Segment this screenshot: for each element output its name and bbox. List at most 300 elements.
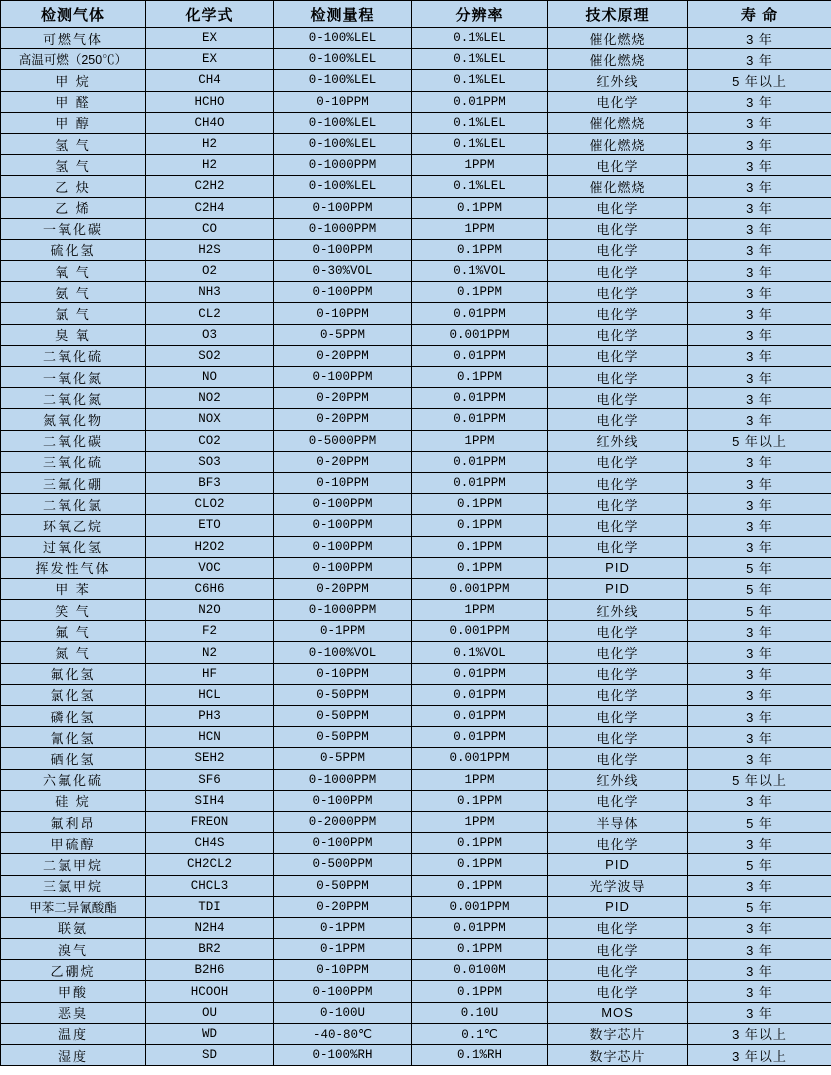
cell-range: 0-1000PPM	[274, 155, 412, 176]
cell-technology: 红外线	[548, 430, 688, 451]
cell-lifespan: 5 年	[688, 811, 831, 832]
cell-technology: 电化学	[548, 409, 688, 430]
cell-technology: 电化学	[548, 727, 688, 748]
cell-range: -40-80℃	[274, 1023, 412, 1044]
cell-technology: 电化学	[548, 345, 688, 366]
cell-gas-name: 三氟化硼	[1, 472, 146, 493]
cell-lifespan: 5 年	[688, 600, 831, 621]
cell-technology: 电化学	[548, 303, 688, 324]
cell-formula: CH4O	[146, 112, 274, 133]
cell-formula: PH3	[146, 706, 274, 727]
cell-gas-name: 湿度	[1, 1045, 146, 1066]
table-row	[1, 70, 831, 91]
cell-technology: 红外线	[548, 70, 688, 91]
cell-lifespan: 3 年	[688, 367, 831, 388]
cell-lifespan: 3 年	[688, 536, 831, 557]
cell-resolution: 0.1PPM	[412, 875, 548, 896]
cell-resolution: 0.01PPM	[412, 684, 548, 705]
cell-gas-name: 磷化氢	[1, 706, 146, 727]
cell-technology: 电化学	[548, 663, 688, 684]
cell-formula: CH4S	[146, 833, 274, 854]
cell-resolution: 1PPM	[412, 769, 548, 790]
cell-technology: 电化学	[548, 197, 688, 218]
cell-lifespan: 3 年	[688, 261, 831, 282]
table-row	[1, 28, 831, 49]
cell-formula: HCN	[146, 727, 274, 748]
cell-range: 0-5PPM	[274, 324, 412, 345]
cell-technology: 电化学	[548, 367, 688, 388]
cell-technology: 电化学	[548, 472, 688, 493]
cell-formula: FREON	[146, 811, 274, 832]
cell-resolution: 0.1%VOL	[412, 261, 548, 282]
cell-formula: EX	[146, 28, 274, 49]
cell-formula: B2H6	[146, 960, 274, 981]
cell-lifespan: 3 年	[688, 939, 831, 960]
table-row	[1, 917, 831, 938]
cell-range: 0-100PPM	[274, 197, 412, 218]
table-row	[1, 112, 831, 133]
cell-gas-name: 二氧化氯	[1, 494, 146, 515]
cell-technology: PID	[548, 896, 688, 917]
cell-lifespan: 5 年以上	[688, 769, 831, 790]
cell-range: 0-100%LEL	[274, 176, 412, 197]
cell-resolution: 1PPM	[412, 218, 548, 239]
cell-technology: MOS	[548, 1002, 688, 1023]
column-header-resolution: 分辨率	[412, 1, 548, 28]
cell-lifespan: 3 年	[688, 515, 831, 536]
cell-technology: PID	[548, 854, 688, 875]
cell-resolution: 0.1PPM	[412, 515, 548, 536]
table-row	[1, 557, 831, 578]
cell-lifespan: 5 年	[688, 578, 831, 599]
cell-gas-name: 环氧乙烷	[1, 515, 146, 536]
table-row	[1, 133, 831, 154]
table-row	[1, 409, 831, 430]
cell-resolution: 0.1PPM	[412, 854, 548, 875]
cell-gas-name: 可燃气体	[1, 28, 146, 49]
cell-range: 0-20PPM	[274, 388, 412, 409]
cell-technology: 电化学	[548, 748, 688, 769]
cell-formula: H2S	[146, 239, 274, 260]
cell-resolution: 1PPM	[412, 811, 548, 832]
cell-technology: 电化学	[548, 239, 688, 260]
cell-resolution: 0.001PPM	[412, 324, 548, 345]
cell-formula: HCHO	[146, 91, 274, 112]
cell-lifespan: 5 年	[688, 557, 831, 578]
cell-technology: 电化学	[548, 706, 688, 727]
column-header-formula: 化学式	[146, 1, 274, 28]
cell-gas-name: 氟 气	[1, 621, 146, 642]
cell-formula: C6H6	[146, 578, 274, 599]
cell-technology: 电化学	[548, 981, 688, 1002]
cell-gas-name: 过氧化氢	[1, 536, 146, 557]
cell-gas-name: 甲硫醇	[1, 833, 146, 854]
table-row	[1, 600, 831, 621]
cell-gas-name: 恶臭	[1, 1002, 146, 1023]
cell-technology: 电化学	[548, 282, 688, 303]
cell-range: 0-1000PPM	[274, 600, 412, 621]
column-header-technology: 技术原理	[548, 1, 688, 28]
cell-resolution: 0.001PPM	[412, 896, 548, 917]
cell-formula: NOX	[146, 409, 274, 430]
cell-resolution: 0.1℃	[412, 1023, 548, 1044]
cell-gas-name: 硫化氢	[1, 239, 146, 260]
cell-technology: 电化学	[548, 833, 688, 854]
cell-resolution: 0.01PPM	[412, 345, 548, 366]
cell-resolution: 1PPM	[412, 155, 548, 176]
cell-technology: 电化学	[548, 515, 688, 536]
cell-lifespan: 3 年	[688, 727, 831, 748]
cell-resolution: 0.1%LEL	[412, 176, 548, 197]
table-row	[1, 748, 831, 769]
cell-resolution: 0.1%VOL	[412, 642, 548, 663]
cell-lifespan: 5 年以上	[688, 430, 831, 451]
table-row	[1, 472, 831, 493]
cell-range: 0-1PPM	[274, 917, 412, 938]
cell-resolution: 0.0100M	[412, 960, 548, 981]
cell-formula: SO3	[146, 451, 274, 472]
cell-range: 0-50PPM	[274, 875, 412, 896]
cell-resolution: 0.1PPM	[412, 557, 548, 578]
cell-resolution: 0.1PPM	[412, 833, 548, 854]
table-row	[1, 896, 831, 917]
cell-gas-name: 六氟化硫	[1, 769, 146, 790]
table-row	[1, 218, 831, 239]
cell-formula: HCL	[146, 684, 274, 705]
cell-gas-name: 温度	[1, 1023, 146, 1044]
cell-formula: CO	[146, 218, 274, 239]
table-row	[1, 727, 831, 748]
table-row	[1, 1002, 831, 1023]
cell-resolution: 0.1PPM	[412, 790, 548, 811]
table-header-row	[1, 1, 831, 28]
table-row	[1, 684, 831, 705]
cell-range: 0-10PPM	[274, 960, 412, 981]
table-row	[1, 790, 831, 811]
cell-lifespan: 3 年	[688, 176, 831, 197]
cell-formula: ETO	[146, 515, 274, 536]
cell-technology: 催化燃烧	[548, 112, 688, 133]
cell-range: 0-100%LEL	[274, 49, 412, 70]
table-row	[1, 324, 831, 345]
table-row	[1, 515, 831, 536]
table-row	[1, 367, 831, 388]
cell-gas-name: 臭 氧	[1, 324, 146, 345]
cell-range: 0-100%VOL	[274, 642, 412, 663]
cell-resolution: 0.1PPM	[412, 494, 548, 515]
table-row	[1, 261, 831, 282]
cell-resolution: 0.01PPM	[412, 472, 548, 493]
cell-gas-name: 甲 醛	[1, 91, 146, 112]
cell-resolution: 0.01PPM	[412, 706, 548, 727]
cell-formula: O2	[146, 261, 274, 282]
cell-lifespan: 3 年	[688, 472, 831, 493]
cell-technology: 电化学	[548, 790, 688, 811]
table-row	[1, 811, 831, 832]
cell-formula: VOC	[146, 557, 274, 578]
cell-range: 0-100PPM	[274, 494, 412, 515]
cell-formula: C2H4	[146, 197, 274, 218]
cell-range: 0-5PPM	[274, 748, 412, 769]
cell-formula: NH3	[146, 282, 274, 303]
cell-lifespan: 3 年	[688, 642, 831, 663]
cell-technology: 数字芯片	[548, 1045, 688, 1066]
cell-lifespan: 3 年	[688, 324, 831, 345]
cell-resolution: 0.01PPM	[412, 727, 548, 748]
cell-range: 0-30%VOL	[274, 261, 412, 282]
cell-lifespan: 3 年	[688, 303, 831, 324]
cell-range: 0-20PPM	[274, 409, 412, 430]
table-row	[1, 578, 831, 599]
cell-range: 0-1000PPM	[274, 218, 412, 239]
cell-formula: SO2	[146, 345, 274, 366]
cell-lifespan: 3 年	[688, 197, 831, 218]
table-row	[1, 981, 831, 1002]
cell-lifespan: 3 年	[688, 451, 831, 472]
cell-technology: 催化燃烧	[548, 133, 688, 154]
cell-formula: SEH2	[146, 748, 274, 769]
cell-gas-name: 二氧化碳	[1, 430, 146, 451]
cell-technology: PID	[548, 557, 688, 578]
table-row	[1, 197, 831, 218]
cell-resolution: 0.1%LEL	[412, 28, 548, 49]
cell-lifespan: 3 年	[688, 833, 831, 854]
column-header-gas-name: 检测气体	[1, 1, 146, 28]
table-row	[1, 1045, 831, 1066]
cell-lifespan: 3 年	[688, 28, 831, 49]
cell-resolution: 1PPM	[412, 600, 548, 621]
cell-lifespan: 3 年	[688, 91, 831, 112]
cell-gas-name: 氢 气	[1, 133, 146, 154]
cell-technology: 催化燃烧	[548, 28, 688, 49]
cell-resolution: 1PPM	[412, 430, 548, 451]
table-row	[1, 282, 831, 303]
cell-gas-name: 氨 气	[1, 282, 146, 303]
cell-lifespan: 3 年	[688, 960, 831, 981]
cell-range: 0-20PPM	[274, 896, 412, 917]
cell-gas-name: 一氧化氮	[1, 367, 146, 388]
cell-formula: N2O	[146, 600, 274, 621]
table-row	[1, 430, 831, 451]
table-row	[1, 239, 831, 260]
cell-resolution: 0.01PPM	[412, 91, 548, 112]
cell-formula: F2	[146, 621, 274, 642]
cell-lifespan: 5 年以上	[688, 70, 831, 91]
table-body	[1, 28, 831, 1066]
cell-resolution: 0.001PPM	[412, 748, 548, 769]
cell-gas-name: 氮氧化物	[1, 409, 146, 430]
cell-resolution: 0.01PPM	[412, 303, 548, 324]
cell-technology: 数字芯片	[548, 1023, 688, 1044]
cell-gas-name: 挥发性气体	[1, 557, 146, 578]
cell-lifespan: 3 年	[688, 345, 831, 366]
cell-range: 0-100PPM	[274, 515, 412, 536]
cell-gas-name: 氟化氢	[1, 663, 146, 684]
cell-formula: EX	[146, 49, 274, 70]
table-row	[1, 176, 831, 197]
cell-technology: 电化学	[548, 621, 688, 642]
cell-lifespan: 3 年	[688, 409, 831, 430]
cell-formula: BF3	[146, 472, 274, 493]
cell-technology: 电化学	[548, 494, 688, 515]
cell-gas-name: 联氨	[1, 917, 146, 938]
cell-formula: CH2CL2	[146, 854, 274, 875]
cell-formula: WD	[146, 1023, 274, 1044]
cell-range: 0-50PPM	[274, 684, 412, 705]
cell-gas-name: 甲 醇	[1, 112, 146, 133]
cell-lifespan: 3 年	[688, 790, 831, 811]
cell-lifespan: 3 年	[688, 388, 831, 409]
cell-range: 0-100PPM	[274, 536, 412, 557]
cell-gas-name: 笑 气	[1, 600, 146, 621]
cell-technology: 半导体	[548, 811, 688, 832]
cell-formula: N2H4	[146, 917, 274, 938]
cell-resolution: 0.01PPM	[412, 917, 548, 938]
cell-formula: H2O2	[146, 536, 274, 557]
cell-resolution: 0.1%RH	[412, 1045, 548, 1066]
cell-formula: NO2	[146, 388, 274, 409]
cell-resolution: 0.001PPM	[412, 578, 548, 599]
table-row	[1, 960, 831, 981]
table-row	[1, 345, 831, 366]
cell-gas-name: 氧 气	[1, 261, 146, 282]
cell-gas-name: 氯化氢	[1, 684, 146, 705]
table-row	[1, 833, 831, 854]
cell-range: 0-100PPM	[274, 282, 412, 303]
cell-gas-name: 甲酸	[1, 981, 146, 1002]
cell-technology: 电化学	[548, 261, 688, 282]
cell-range: 0-20PPM	[274, 345, 412, 366]
cell-range: 0-20PPM	[274, 451, 412, 472]
cell-lifespan: 5 年	[688, 854, 831, 875]
cell-gas-name: 甲 烷	[1, 70, 146, 91]
cell-formula: SD	[146, 1045, 274, 1066]
cell-range: 0-1PPM	[274, 621, 412, 642]
cell-technology: 电化学	[548, 218, 688, 239]
table-row	[1, 49, 831, 70]
cell-gas-name: 氯 气	[1, 303, 146, 324]
cell-range: 0-100PPM	[274, 833, 412, 854]
cell-technology: 红外线	[548, 769, 688, 790]
cell-lifespan: 3 年	[688, 133, 831, 154]
cell-formula: BR2	[146, 939, 274, 960]
cell-resolution: 0.1%LEL	[412, 133, 548, 154]
cell-lifespan: 3 年	[688, 663, 831, 684]
cell-resolution: 0.1PPM	[412, 536, 548, 557]
cell-range: 0-100%LEL	[274, 70, 412, 91]
cell-technology: 催化燃烧	[548, 49, 688, 70]
cell-formula: N2	[146, 642, 274, 663]
cell-range: 0-5000PPM	[274, 430, 412, 451]
cell-gas-name: 二氧化氮	[1, 388, 146, 409]
cell-range: 0-100%LEL	[274, 28, 412, 49]
cell-gas-name: 硅 烷	[1, 790, 146, 811]
cell-gas-name: 二氧化硫	[1, 345, 146, 366]
cell-range: 0-100%LEL	[274, 133, 412, 154]
table-row	[1, 769, 831, 790]
cell-gas-name: 溴气	[1, 939, 146, 960]
column-header-lifespan: 寿 命	[688, 1, 831, 28]
cell-resolution: 0.01PPM	[412, 409, 548, 430]
cell-gas-name: 乙 炔	[1, 176, 146, 197]
cell-lifespan: 3 年	[688, 621, 831, 642]
cell-formula: CLO2	[146, 494, 274, 515]
table-row	[1, 155, 831, 176]
cell-lifespan: 3 年	[688, 1002, 831, 1023]
cell-gas-name: 一氧化碳	[1, 218, 146, 239]
cell-lifespan: 5 年	[688, 896, 831, 917]
cell-gas-name: 甲 苯	[1, 578, 146, 599]
cell-formula: H2	[146, 155, 274, 176]
table-row	[1, 91, 831, 112]
cell-technology: 电化学	[548, 939, 688, 960]
cell-formula: HF	[146, 663, 274, 684]
cell-formula: CH4	[146, 70, 274, 91]
cell-range: 0-50PPM	[274, 706, 412, 727]
cell-lifespan: 3 年	[688, 684, 831, 705]
cell-gas-name: 氰化氢	[1, 727, 146, 748]
cell-resolution: 0.1PPM	[412, 981, 548, 1002]
cell-lifespan: 3 年以上	[688, 1045, 831, 1066]
cell-gas-name: 二氯甲烷	[1, 854, 146, 875]
cell-resolution: 0.1PPM	[412, 282, 548, 303]
table-row	[1, 1023, 831, 1044]
cell-range: 0-10PPM	[274, 663, 412, 684]
cell-gas-name: 高温可燃（250℃）	[1, 49, 146, 70]
cell-range: 0-50PPM	[274, 727, 412, 748]
cell-range: 0-100PPM	[274, 367, 412, 388]
cell-range: 0-100%LEL	[274, 112, 412, 133]
cell-gas-name: 甲苯二异氰酸酯	[1, 896, 146, 917]
cell-lifespan: 3 年	[688, 218, 831, 239]
cell-formula: C2H2	[146, 176, 274, 197]
cell-technology: 电化学	[548, 155, 688, 176]
cell-formula: TDI	[146, 896, 274, 917]
cell-gas-name: 乙硼烷	[1, 960, 146, 981]
cell-range: 0-2000PPM	[274, 811, 412, 832]
cell-lifespan: 3 年	[688, 282, 831, 303]
cell-formula: NO	[146, 367, 274, 388]
cell-formula: OU	[146, 1002, 274, 1023]
cell-resolution: 0.1PPM	[412, 367, 548, 388]
cell-lifespan: 3 年	[688, 875, 831, 896]
table-row	[1, 451, 831, 472]
table-row	[1, 642, 831, 663]
cell-lifespan: 3 年	[688, 112, 831, 133]
cell-range: 0-500PPM	[274, 854, 412, 875]
cell-resolution: 0.01PPM	[412, 451, 548, 472]
cell-technology: 电化学	[548, 684, 688, 705]
cell-formula: SF6	[146, 769, 274, 790]
cell-resolution: 0.01PPM	[412, 388, 548, 409]
table-row	[1, 303, 831, 324]
cell-resolution: 0.1%LEL	[412, 70, 548, 91]
cell-technology: 光学波导	[548, 875, 688, 896]
cell-range: 0-10PPM	[274, 472, 412, 493]
cell-lifespan: 3 年以上	[688, 1023, 831, 1044]
cell-lifespan: 3 年	[688, 981, 831, 1002]
cell-gas-name: 氮 气	[1, 642, 146, 663]
cell-technology: 电化学	[548, 917, 688, 938]
table-row	[1, 536, 831, 557]
cell-resolution: 0.1PPM	[412, 239, 548, 260]
cell-range: 0-1000PPM	[274, 769, 412, 790]
cell-lifespan: 3 年	[688, 155, 831, 176]
cell-lifespan: 3 年	[688, 239, 831, 260]
column-header-range: 检测量程	[274, 1, 412, 28]
cell-resolution: 0.1%LEL	[412, 49, 548, 70]
cell-range: 0-100PPM	[274, 239, 412, 260]
